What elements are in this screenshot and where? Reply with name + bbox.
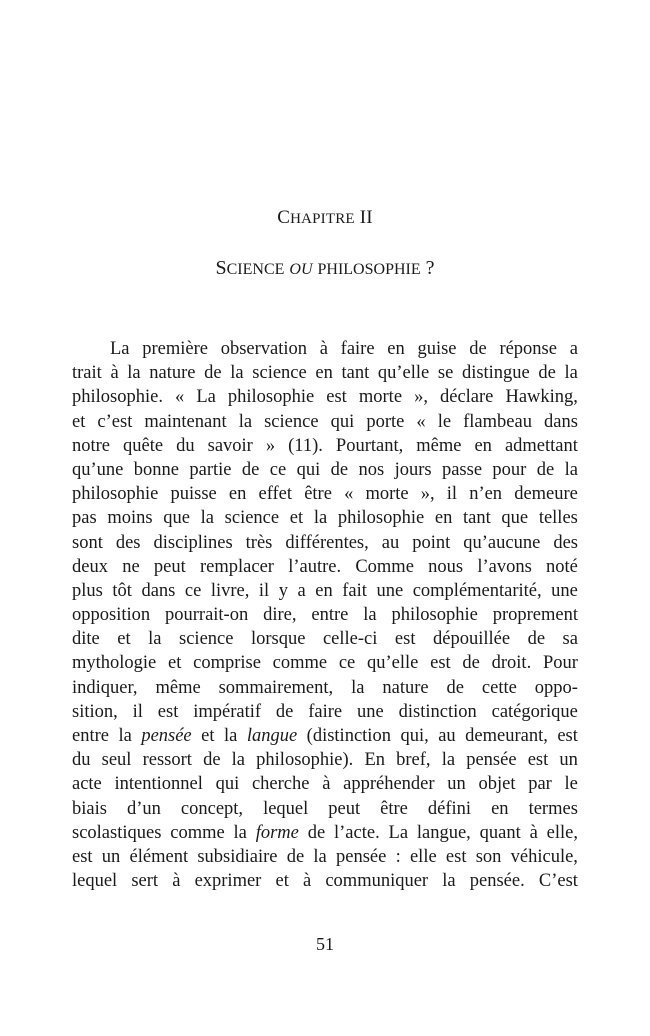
word: philosophie xyxy=(337,508,425,529)
word: fait xyxy=(342,580,367,601)
word: qu’elle xyxy=(377,363,430,384)
word: tant xyxy=(463,508,491,529)
word: en xyxy=(315,363,333,384)
word: est xyxy=(326,387,347,408)
word: quant xyxy=(479,822,521,843)
word: », xyxy=(414,387,428,408)
word: de xyxy=(307,822,326,843)
word: trait xyxy=(72,363,102,384)
word: demeure xyxy=(514,484,578,505)
word: et xyxy=(72,411,86,432)
word: la xyxy=(230,363,244,384)
word: tôt xyxy=(112,580,132,601)
word: le xyxy=(437,411,452,432)
word: lequel xyxy=(263,798,309,819)
text-line xyxy=(72,434,578,458)
word: En xyxy=(364,750,385,771)
chapter-number: II xyxy=(359,207,373,228)
word: (distinction xyxy=(306,726,391,746)
word: noté xyxy=(546,556,578,577)
word: cherche xyxy=(251,774,310,795)
word: la xyxy=(363,605,377,626)
word: est xyxy=(394,629,416,650)
word: de xyxy=(536,459,555,480)
word: biais xyxy=(72,798,107,819)
word: flambeau xyxy=(463,411,532,432)
text-line xyxy=(72,869,578,893)
word: C’est xyxy=(538,871,578,892)
text-line xyxy=(72,410,578,434)
word: moins xyxy=(107,508,153,529)
word: concept, xyxy=(180,798,244,819)
word: la xyxy=(442,871,456,892)
word: l’avons xyxy=(477,556,532,577)
title-word-philosophie: PHILOSOPHIE xyxy=(317,261,421,278)
text-line xyxy=(72,458,578,482)
word: observation xyxy=(220,339,308,359)
word: est xyxy=(527,750,549,771)
word: au xyxy=(438,726,456,746)
word: nos xyxy=(358,459,385,480)
word: est xyxy=(430,653,451,674)
word: ne xyxy=(122,556,140,577)
word: à xyxy=(172,871,181,892)
word: différentes, xyxy=(285,532,369,553)
word: sa xyxy=(562,629,578,650)
chapter-word: HAPITRE xyxy=(290,211,355,227)
word: puisse xyxy=(170,484,217,505)
word: effet xyxy=(258,484,293,505)
word: la xyxy=(118,726,132,746)
word: de xyxy=(469,339,487,359)
word: nous xyxy=(428,556,464,577)
word: appréhender xyxy=(343,774,435,795)
word: de xyxy=(241,459,260,480)
word: oppo- xyxy=(534,677,578,698)
word: qui xyxy=(215,774,240,795)
word: impératif xyxy=(193,701,262,722)
word: celle-ci xyxy=(322,629,378,650)
word: pourrait-on xyxy=(165,605,249,626)
word: même xyxy=(416,435,462,456)
word: scolastiques xyxy=(72,822,162,843)
word: dire, xyxy=(263,605,297,626)
word: « xyxy=(344,484,354,505)
word: de xyxy=(275,701,294,722)
word: une xyxy=(357,701,384,722)
word: de xyxy=(203,750,221,771)
word: langue, xyxy=(416,822,471,843)
word: sert xyxy=(131,871,159,892)
word: son xyxy=(475,846,502,867)
word: « xyxy=(416,411,426,432)
word: pas xyxy=(72,508,97,529)
text-line xyxy=(72,361,578,385)
word: et xyxy=(117,629,131,650)
word: livre, xyxy=(210,580,250,601)
word: : xyxy=(395,846,401,867)
word: distingue xyxy=(461,363,530,384)
word: tant xyxy=(341,363,370,384)
text-line xyxy=(72,603,578,627)
text-line xyxy=(72,821,578,845)
text-line xyxy=(72,337,578,361)
word: se xyxy=(437,363,454,384)
word: proprement xyxy=(492,605,578,626)
word: le xyxy=(564,774,578,795)
word: elle, xyxy=(546,822,578,843)
word: la xyxy=(200,508,214,529)
word: a xyxy=(297,580,306,601)
word: deux xyxy=(72,556,108,577)
text-line xyxy=(72,482,578,506)
word: du xyxy=(72,750,91,771)
word: première xyxy=(142,339,208,359)
word: en xyxy=(491,798,509,819)
chapter-initial: C xyxy=(277,207,291,228)
word: droit. xyxy=(491,653,532,674)
chapter-label xyxy=(0,207,650,229)
word: » xyxy=(265,435,276,456)
title-initial: S xyxy=(215,257,227,279)
word: bref, xyxy=(396,750,431,771)
word: la xyxy=(564,459,578,480)
word: il xyxy=(258,580,270,601)
word: réponse xyxy=(499,339,557,359)
word: la xyxy=(231,750,246,771)
word: une xyxy=(376,580,404,601)
word: n’en xyxy=(469,484,503,505)
word: en xyxy=(387,339,405,359)
word: des xyxy=(553,532,578,553)
word: que xyxy=(501,508,529,529)
word: nature xyxy=(149,363,196,384)
word: », xyxy=(420,484,435,505)
word: opposition xyxy=(72,605,151,626)
word: comme xyxy=(170,822,225,843)
word: la xyxy=(313,846,327,867)
word: pensée. xyxy=(469,871,525,892)
word: défini xyxy=(427,798,472,819)
word: qui xyxy=(296,459,321,480)
word: termes xyxy=(528,798,578,819)
word: du xyxy=(176,435,195,456)
text-line xyxy=(72,531,578,555)
word: langue xyxy=(246,726,298,746)
word: est xyxy=(445,846,467,867)
word: Comme xyxy=(355,556,414,577)
word: au xyxy=(381,532,400,553)
word: en xyxy=(315,580,333,601)
word: admettant xyxy=(504,435,578,456)
word: savoir xyxy=(207,435,253,456)
word: ce xyxy=(338,653,356,674)
word: est xyxy=(72,846,93,867)
word: (11). xyxy=(288,435,323,456)
word: distinction xyxy=(398,701,477,722)
word: la xyxy=(313,508,328,529)
word: comprise xyxy=(193,653,261,674)
word: un xyxy=(101,846,121,867)
word: dans xyxy=(141,580,176,601)
text-line xyxy=(72,676,578,700)
word: communiquer xyxy=(325,871,429,892)
word: remplacer xyxy=(200,556,274,577)
word: comme xyxy=(272,653,328,674)
word: morte xyxy=(358,387,403,408)
word: entre xyxy=(311,605,349,626)
word: science xyxy=(264,411,319,432)
title-question-mark: ? xyxy=(425,257,435,279)
word: « xyxy=(175,387,185,408)
word: sommairement, xyxy=(218,677,334,698)
word: et xyxy=(168,653,182,674)
word: élément xyxy=(129,846,189,867)
text-line xyxy=(72,506,578,530)
word: plus xyxy=(72,580,103,601)
word: sont xyxy=(72,532,103,553)
word: intentionnel xyxy=(114,774,203,795)
word: la xyxy=(351,677,365,698)
text-line xyxy=(72,627,578,651)
word: La xyxy=(196,387,216,408)
word: il xyxy=(446,484,458,505)
word: une xyxy=(551,580,578,601)
word: maintenant xyxy=(144,411,227,432)
word: et xyxy=(289,508,304,529)
word: qu’aucune xyxy=(463,532,541,553)
word: a xyxy=(569,339,578,359)
word: il xyxy=(132,701,143,722)
word: un xyxy=(447,774,466,795)
word: de xyxy=(462,653,480,674)
title-word-science: CIENCE xyxy=(226,261,285,278)
word: jours xyxy=(394,459,432,480)
word: y xyxy=(278,580,288,601)
word: de xyxy=(204,363,222,384)
word: de xyxy=(538,363,556,384)
page-number: 51 xyxy=(316,934,334,954)
text-line xyxy=(72,579,578,603)
word: dans xyxy=(544,411,578,432)
text-line xyxy=(72,700,578,724)
word: c’est xyxy=(97,411,133,432)
word: lorsque xyxy=(250,629,306,650)
text-line xyxy=(72,651,578,675)
word: pensée xyxy=(141,726,192,746)
word: science xyxy=(179,629,234,650)
word: ce xyxy=(269,459,287,480)
word: morte xyxy=(365,484,409,505)
word: nature xyxy=(382,677,429,698)
word: philosophie). xyxy=(256,750,354,771)
word: qui xyxy=(330,411,355,432)
word: est xyxy=(557,726,578,746)
word: un xyxy=(559,750,578,771)
word: disciplines xyxy=(153,532,233,553)
word: qui, xyxy=(400,726,429,746)
word: des xyxy=(115,532,141,553)
word: véhicule, xyxy=(510,846,578,867)
word: acte xyxy=(72,774,102,795)
word: catégorique xyxy=(491,701,578,722)
word: faire xyxy=(340,339,375,359)
word: objet xyxy=(478,774,516,795)
word: à xyxy=(319,339,328,359)
text-line xyxy=(72,555,578,579)
word: la xyxy=(233,822,247,843)
body-text xyxy=(72,337,578,893)
word: de xyxy=(527,629,546,650)
word: par xyxy=(528,774,552,795)
word: à xyxy=(110,363,119,384)
word: qu’une xyxy=(72,459,124,480)
word: porte xyxy=(366,411,405,432)
word: elle xyxy=(409,846,437,867)
word: de xyxy=(446,677,464,698)
text-line xyxy=(72,797,578,821)
word: à xyxy=(529,822,538,843)
word: Pourtant, xyxy=(335,435,404,456)
word: en xyxy=(434,508,453,529)
word: Hawking, xyxy=(505,387,578,408)
word: lequel xyxy=(72,871,118,892)
text-line xyxy=(72,724,578,748)
chapter-title xyxy=(0,257,650,280)
word: et xyxy=(201,726,215,746)
word: déclare xyxy=(440,387,494,408)
word: partie xyxy=(189,459,232,480)
word: ce xyxy=(184,580,202,601)
word: la xyxy=(564,363,578,384)
word: telles xyxy=(538,508,578,529)
text-line xyxy=(72,385,578,409)
word: philosophie. xyxy=(72,387,163,408)
title-word-ou: OU xyxy=(289,261,313,278)
word: la xyxy=(127,363,141,384)
word: en xyxy=(474,435,492,456)
word: pensée xyxy=(336,846,387,867)
word: demeurant, xyxy=(465,726,548,746)
word: complémentarité, xyxy=(412,580,542,601)
word: pour xyxy=(492,459,527,480)
word: mythologie xyxy=(72,653,157,674)
word: philosophie xyxy=(72,484,159,505)
word: même xyxy=(155,677,201,698)
word: être xyxy=(304,484,332,505)
word: peut xyxy=(328,798,361,819)
word: notre xyxy=(72,435,111,456)
word: philosophie xyxy=(227,387,315,408)
word: quête xyxy=(123,435,164,456)
word: et xyxy=(275,871,289,892)
word: faire xyxy=(308,701,343,722)
word: la xyxy=(441,750,456,771)
word: subsidiaire xyxy=(197,846,278,867)
word: cette xyxy=(481,677,517,698)
word: la xyxy=(223,726,238,746)
word: seul xyxy=(101,750,132,771)
word: science xyxy=(224,508,280,529)
word: que xyxy=(163,508,190,529)
word: dite xyxy=(72,629,100,650)
word: l’autre. xyxy=(288,556,342,577)
text-line xyxy=(72,772,578,796)
word: philosophie xyxy=(391,605,478,626)
word: l’acte. xyxy=(334,822,380,843)
word: la xyxy=(148,629,162,650)
word: à xyxy=(322,774,331,795)
word: très xyxy=(245,532,273,553)
text-line xyxy=(72,845,578,869)
word: pensée xyxy=(466,750,517,771)
word: indiquer, xyxy=(72,677,138,698)
word: point xyxy=(412,532,451,553)
word: à xyxy=(302,871,312,892)
word: peut xyxy=(153,556,186,577)
word: Pour xyxy=(542,653,578,674)
text-line xyxy=(72,748,578,772)
word: dépouillée xyxy=(432,629,511,650)
word: être xyxy=(380,798,408,819)
word: qu’elle xyxy=(367,653,419,674)
word: sition, xyxy=(72,701,118,722)
word: guise xyxy=(417,339,457,359)
word: d’un xyxy=(126,798,161,819)
word: La xyxy=(110,339,130,359)
word: La xyxy=(388,822,409,843)
word: forme xyxy=(255,822,299,843)
word: bonne xyxy=(133,459,179,480)
word: science xyxy=(252,363,307,384)
word: est xyxy=(157,701,179,722)
word: de xyxy=(330,459,349,480)
word: passe xyxy=(441,459,483,480)
word: la xyxy=(238,411,253,432)
word: exprimer xyxy=(194,871,262,892)
word: de xyxy=(286,846,305,867)
word: en xyxy=(228,484,247,505)
word: ressort xyxy=(142,750,192,771)
word: entre xyxy=(72,726,109,746)
